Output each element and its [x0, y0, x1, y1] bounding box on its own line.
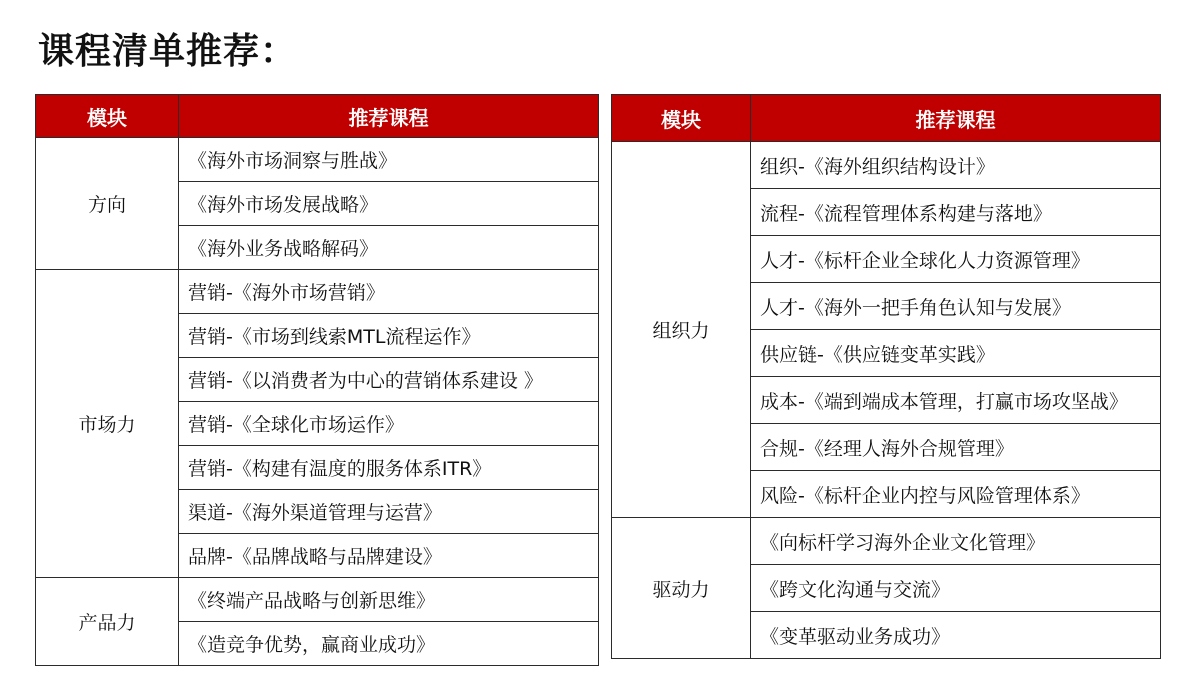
course-cell: 《向标杆学习海外企业文化管理》 [751, 518, 1161, 565]
module-cell: 方向 [36, 138, 179, 270]
course-cell: 《造竞争优势，赢商业成功》 [179, 622, 599, 666]
course-cell: 《终端产品战略与创新思维》 [179, 578, 599, 622]
table-row [36, 138, 599, 182]
page-title: 课程清单推荐： [38, 31, 298, 72]
course-cell: 营销-《全球化市场运作》 [179, 402, 599, 446]
table-header-row [612, 95, 1161, 142]
table-row [612, 518, 1161, 565]
course-cell: 品牌-《品牌战略与品牌建设》 [179, 534, 599, 578]
course-cell: 渠道-《海外渠道管理与运营》 [179, 490, 599, 534]
course-cell: 《海外市场发展战略》 [179, 182, 599, 226]
course-cell: 《海外市场洞察与胜战》 [179, 138, 599, 182]
table-row [612, 142, 1161, 189]
left-course-table [35, 94, 599, 666]
module-cell: 驱动力 [612, 518, 751, 659]
table-header-row [36, 95, 599, 138]
course-header: 推荐课程 [751, 95, 1161, 142]
course-cell: 《跨文化沟通与交流》 [751, 565, 1161, 612]
course-cell: 人才-《海外一把手角色认知与发展》 [751, 283, 1161, 330]
course-cell: 组织-《海外组织结构设计》 [751, 142, 1161, 189]
module-header: 模块 [612, 95, 751, 142]
course-cell: 成本-《端到端成本管理，打赢市场攻坚战》 [751, 377, 1161, 424]
course-header: 推荐课程 [179, 95, 599, 138]
course-cell: 营销-《构建有温度的服务体系ITR》 [179, 446, 599, 490]
right-course-table [611, 94, 1161, 659]
course-cell: 营销-《以消费者为中心的营销体系建设 》 [179, 358, 599, 402]
course-cell: 营销-《市场到线索MTL流程运作》 [179, 314, 599, 358]
module-cell: 组织力 [612, 142, 751, 518]
module-cell: 产品力 [36, 578, 179, 666]
module-cell: 市场力 [36, 270, 179, 578]
course-cell: 《变革驱动业务成功》 [751, 612, 1161, 659]
table-row [36, 270, 599, 314]
course-cell: 《海外业务战略解码》 [179, 226, 599, 270]
course-cell: 流程-《流程管理体系构建与落地》 [751, 189, 1161, 236]
course-cell: 风险-《标杆企业内控与风险管理体系》 [751, 471, 1161, 518]
course-cell: 供应链-《供应链变革实践》 [751, 330, 1161, 377]
course-cell: 营销-《海外市场营销》 [179, 270, 599, 314]
module-header: 模块 [36, 95, 179, 138]
course-cell: 合规-《经理人海外合规管理》 [751, 424, 1161, 471]
course-cell: 人才-《标杆企业全球化人力资源管理》 [751, 236, 1161, 283]
table-row [36, 578, 599, 622]
